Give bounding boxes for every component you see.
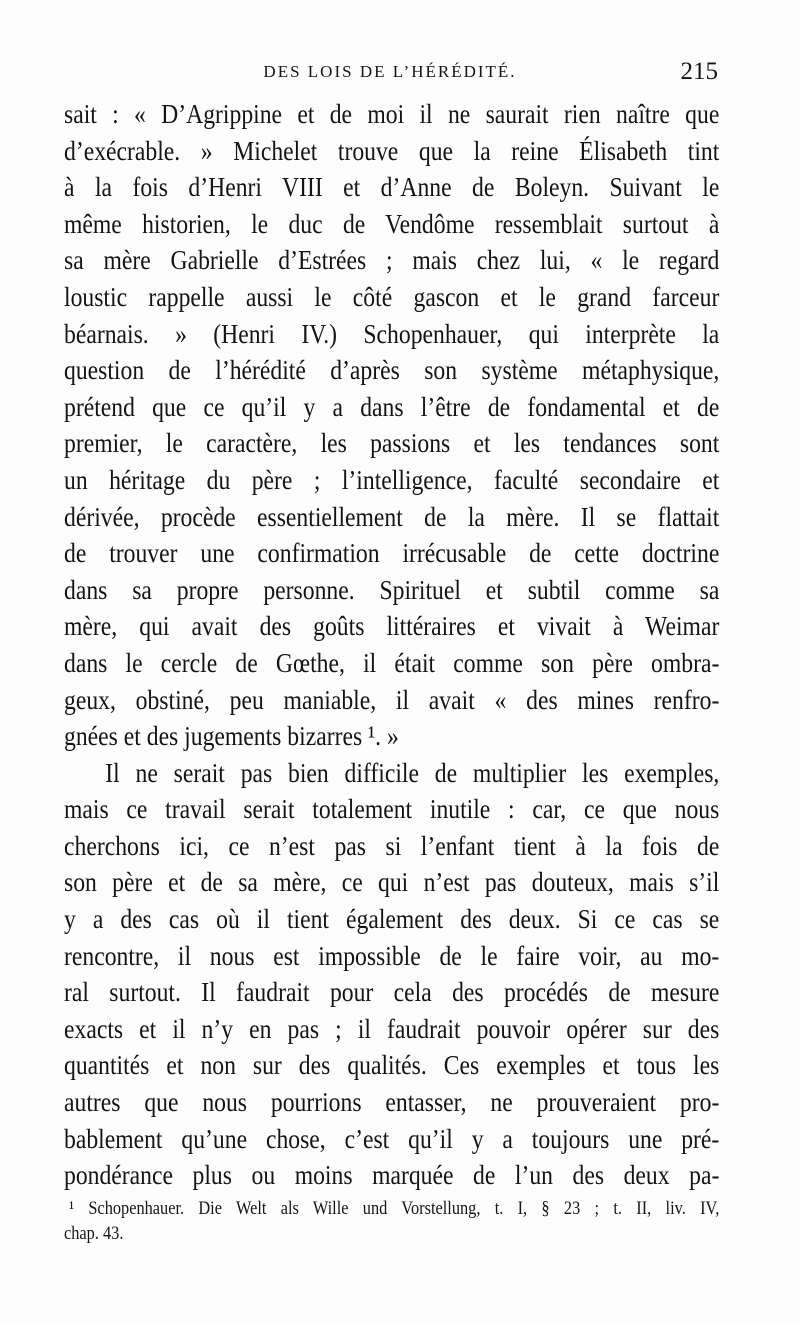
text-line: gnées et des jugements bizarres ¹. » (64, 720, 399, 752)
text-line: rencontre, il nous est impossible de le faire voir, au mo- (64, 939, 720, 971)
text-line: cherchons ici, ce n’est pas si l’enfant tient à la fois de (64, 829, 720, 861)
text-line: loustic rappelle aussi le côté gascon et le grand farceur (64, 280, 720, 312)
text-line: ral surtout. Il faudrait pour cela des procédés de mesure (64, 976, 720, 1008)
text-line: exacts et il n’y en pas ; il faudrait pouvoir opérer sur des (64, 1012, 720, 1044)
text-line: à la fois d’Henri VIII et d’Anne de Boleyn. Suivant le (64, 171, 720, 203)
body-text (64, 96, 720, 1194)
text-line: bablement qu’une chose, c’est qu’il y a toujours une pré- (64, 1122, 720, 1154)
text-line: dans sa propre personne. Spirituel et subtil comme sa (64, 573, 720, 605)
text-line: mais ce travail serait totalement inutile : car, ce que nous (64, 793, 720, 825)
footnote (64, 1196, 720, 1246)
text-line: prétend que ce qu’il y a dans l’être de fondamental et de (64, 390, 720, 422)
text-line: un héritage du père ; l’intelligence, faculté secondaire et (64, 463, 720, 495)
text-line: mère, qui avait des goûts littéraires et vivait à Weimar (64, 610, 720, 642)
text-line: sait : « D’Agrippine et de moi il ne saurait rien naître que (64, 98, 720, 129)
footnote-line: chap. 43. (64, 1223, 124, 1244)
running-title: DES LOIS DE L’HÉRÉDITÉ. (263, 62, 517, 81)
text-line: geux, obstiné, peu maniable, il avait « des mines renfro- (64, 683, 720, 715)
text-line: quantités et non sur des qualités. Ces exemples et tous les (64, 1049, 720, 1081)
text-line: y a des cas où il tient également des deux. Si ce cas se (64, 903, 720, 935)
text-line: question de l’hérédité d’après son système métaphysique, (64, 354, 720, 386)
footnote-line: ¹ Schopenhauer. Die Welt als Wille und Vorstellung, t. I, § 23 ; t. II, liv. IV, (69, 1198, 720, 1219)
paragraph-1 (64, 96, 720, 755)
text-line: son père et de sa mère, ce qui n’est pas douteux, mais s’il (64, 866, 720, 898)
text-line: dérivée, procède essentiellement de la mère. Il se flattait (64, 500, 720, 532)
text-line: pondérance plus ou moins marquée de l’un des deux pa- (64, 1159, 720, 1191)
running-head (62, 58, 718, 90)
text-line: sa mère Gabrielle d’Estrées ; mais chez lui, « le regard (64, 244, 720, 276)
text-line: de trouver une confirmation irrécusable de cette doctrine (64, 537, 720, 569)
text-line: dans le cercle de Gœthe, il était comme son père ombra- (64, 646, 720, 678)
text-line: même historien, le duc de Vendôme ressemblait surtout à (64, 207, 720, 239)
paragraph-2 (64, 755, 720, 1194)
text-line: premier, le caractère, les passions et les tendances sont (64, 427, 720, 459)
text-line: d’exécrable. » Michelet trouve que la reine Élisabeth tint (64, 134, 720, 166)
text-line: Il ne serait pas bien difficile de multiplier les exemples, (105, 756, 720, 788)
text-line: autres que nous pourrions entasser, ne prouveraient pro- (64, 1086, 720, 1118)
page-number: 215 (680, 58, 718, 85)
text-line: béarnais. » (Henri IV.) Schopenhauer, qui interprète la (64, 317, 720, 349)
